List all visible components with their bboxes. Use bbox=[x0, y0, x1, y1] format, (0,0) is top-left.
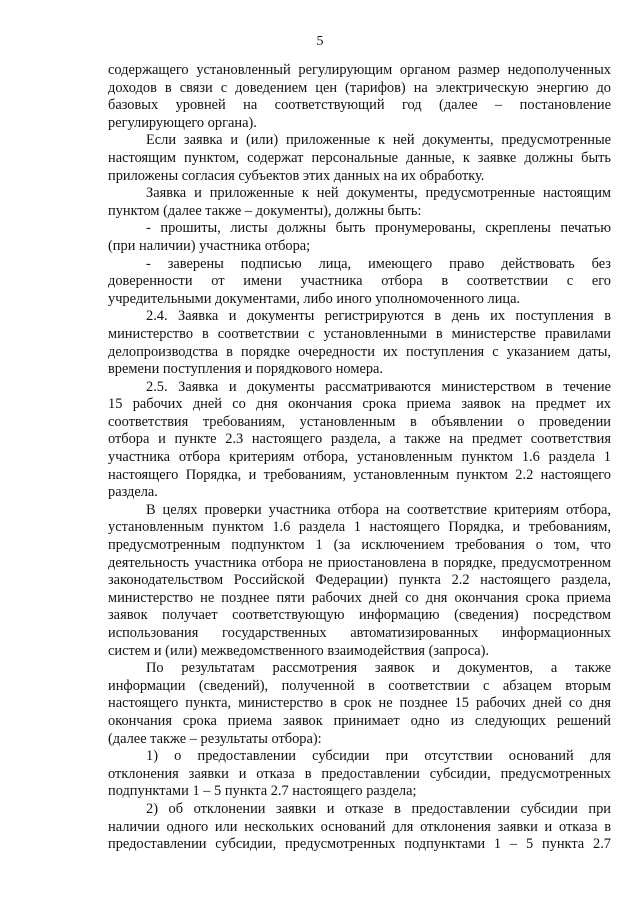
text-line: установленным пунктом 1.6 раздела 1 настоящего Порядка, и требованиям, bbox=[108, 519, 611, 536]
text-line: раздела. bbox=[108, 484, 158, 501]
text-line: информации (сведений), полученной в соответствии с абзацем вторым bbox=[108, 677, 611, 694]
text-line: приложены согласия субъектов этих данных на их обработку. bbox=[108, 167, 485, 184]
text-line: настоящего пункта, министерство в срок не позднее 15 рабочих дней со дня bbox=[108, 695, 611, 712]
text-line: учредительными документами, либо иного уполномоченного лица. bbox=[108, 290, 521, 307]
paragraph bbox=[108, 801, 611, 854]
text-line: делопроизводства в порядке очередности их поступления с указанием даты, bbox=[108, 343, 611, 360]
text-line: отклонения заявки и отказа в предоставлении субсидии, предусмотренных bbox=[108, 765, 611, 782]
text-line: содержащего установленный регулирующим органом размер недополученных bbox=[108, 62, 611, 78]
text-line: 2) об отклонении заявки и отказе в предоставлении субсидии при bbox=[146, 800, 611, 817]
text-line: базовых уровней на соответствующий год (далее – постановление bbox=[108, 97, 611, 114]
paragraph bbox=[108, 132, 611, 185]
paragraph bbox=[108, 220, 611, 255]
text-line: предусмотренным подпунктом 1 (за исключением требования о том, что bbox=[108, 537, 611, 554]
text-line: доверенности от имени участника отбора в соответствии с его bbox=[108, 273, 611, 290]
page-number: 5 bbox=[316, 34, 324, 49]
document-body bbox=[108, 62, 611, 854]
text-line: 15 рабочих дней со дня окончания срока приема заявок на предмет их bbox=[108, 396, 611, 413]
text-line: (далее также – результаты отбора): bbox=[108, 730, 322, 747]
text-line: заявок получает соответствующую информацию (сведения) посредством bbox=[108, 607, 611, 624]
text-line: соответствия требованиям, установленным в объявлении о проведении bbox=[108, 413, 611, 430]
text-line: настоящим пунктом, содержат персональные данные, к заявке должны быть bbox=[108, 149, 611, 166]
text-line: наличии одного или нескольких оснований для отклонения заявки и отказа в bbox=[108, 818, 611, 835]
text-line: По результатам рассмотрения заявок и документов, а также bbox=[146, 660, 611, 677]
text-line: деятельность участника отбора не приостановлена в порядке, предусмотренном bbox=[108, 554, 611, 571]
text-line: министерство не позднее пяти рабочих дней со дня окончания срока приема bbox=[108, 589, 611, 606]
paragraph bbox=[108, 748, 611, 801]
text-line: пунктом (далее также – документы), должны быть: bbox=[108, 202, 422, 219]
text-line: - заверены подписью лица, имеющего право действовать без bbox=[146, 255, 611, 272]
text-line: использования государственных автоматизированных информационных bbox=[108, 625, 611, 641]
paragraph bbox=[108, 379, 611, 502]
paragraph bbox=[108, 502, 611, 660]
text-line: регулирующего органа). bbox=[108, 114, 257, 131]
paragraph bbox=[108, 660, 611, 748]
text-line: (при наличии) участника отбора; bbox=[108, 237, 311, 254]
text-line: министерство в соответствии с установленными в министерстве правилами bbox=[108, 325, 611, 342]
text-line: настоящего Порядка, и требованиям, установленным пунктом 2.2 настоящего bbox=[108, 466, 611, 483]
text-line: 2.5. Заявка и документы рассматриваются министерством в течение bbox=[146, 378, 611, 395]
text-line: законодательством Российской Федерации) пункта 2.2 настоящего раздела, bbox=[108, 572, 611, 589]
paragraph bbox=[108, 185, 611, 220]
text-line: - прошиты, листы должны быть пронумерованы, скреплены печатью bbox=[146, 220, 611, 237]
text-line: подпунктами 1 – 5 пункта 2.7 настоящего раздела; bbox=[108, 783, 417, 800]
text-line: В целях проверки участника отбора на соответствие критериям отбора, bbox=[146, 501, 611, 518]
text-line: участника отбора критериям отбора, установленным пунктом 1.6 раздела 1 bbox=[108, 449, 611, 466]
text-line: 1) о предоставлении субсидии при отсутствии оснований для bbox=[146, 748, 611, 765]
text-line: Заявка и приложенные к ней документы, предусмотренные настоящим bbox=[146, 185, 611, 202]
text-line: 2.4. Заявка и документы регистрируются в день их поступления в bbox=[146, 308, 611, 325]
paragraph bbox=[108, 256, 611, 309]
text-line: Если заявка и (или) приложенные к ней документы, предусмотренные bbox=[146, 132, 611, 149]
paragraph bbox=[108, 62, 611, 132]
text-line: отбора и пункте 2.3 настоящего раздела, а также на предмет соответствия bbox=[108, 431, 611, 448]
paragraph bbox=[108, 308, 611, 378]
text-line: систем и (или) межведомственного взаимодействия (запроса). bbox=[108, 642, 490, 659]
text-line: времени поступления и порядкового номера. bbox=[108, 361, 384, 378]
text-line: предоставлении субсидии, предусмотренных подпунктами 1 – 5 пункта 2.7 bbox=[108, 836, 611, 853]
text-line: окончания срока приема заявок принимает одно из следующих решений bbox=[108, 712, 611, 729]
text-line: доходов в связи с доведением цен (тарифов) на электрическую энергию до bbox=[108, 79, 611, 96]
